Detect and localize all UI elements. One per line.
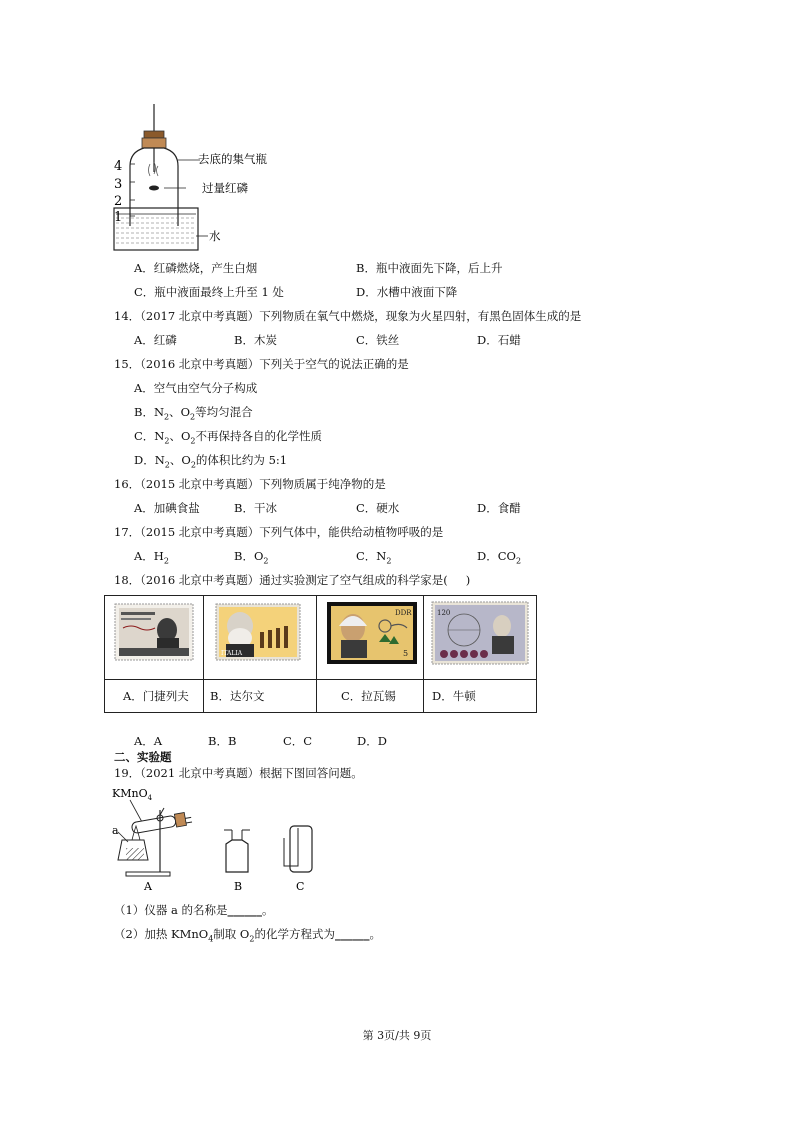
stamp-label-a: A．门捷列夫	[105, 680, 204, 713]
scale-mark-3: 3	[114, 177, 123, 192]
scale-mark-1: 1	[114, 210, 123, 225]
q18-option-d: D．D	[357, 734, 387, 748]
label-water: 水	[209, 229, 221, 243]
stamp-newton-image	[424, 596, 536, 676]
page-footer: 第 3页/共 9页	[362, 1029, 432, 1042]
q14-option-b: B．木炭	[234, 333, 277, 347]
q18-stem: 18．（2016 北京中考真题）通过实验测定了空气组成的科学家是( )	[114, 573, 471, 587]
fig-label-c: C	[296, 880, 305, 893]
q19-stem: 19．（2021 北京中考真题）根据下图回答问题。	[114, 766, 363, 780]
q13-apparatus-figure	[108, 104, 288, 254]
q18-stamp-table	[104, 595, 537, 713]
q18-option-c: C．C	[283, 734, 313, 748]
q16-stem: 16．（2015 北京中考真题）下列物质属于纯净物的是	[114, 477, 386, 491]
stamp-label-b: B．达尔文	[204, 680, 317, 713]
label-a: a	[112, 824, 119, 837]
stamp-cell-d	[424, 596, 537, 680]
answer-blank-2[interactable]: ______	[334, 927, 370, 941]
section-title: 二、实验题	[114, 750, 172, 764]
stamp-cell-a	[105, 596, 204, 680]
q13-option-d: D．水槽中液面下降	[356, 285, 458, 299]
stamp-cell-c	[317, 596, 424, 680]
q19-apparatus-figure	[108, 782, 328, 894]
q14-option-a: A．红磷	[134, 333, 177, 347]
q15-option-a: A．空气由空气分子构成	[134, 381, 258, 395]
label-bottle: 去底的集气瓶	[198, 152, 267, 166]
svg-text:DDR: DDR	[395, 609, 412, 617]
q17-option-a: A．$H_2$	[134, 549, 169, 566]
q16-option-b: B．干冰	[234, 501, 277, 515]
q14-option-c: C．铁丝	[356, 333, 400, 347]
q17-option-b: B．$O_2$	[234, 549, 269, 566]
fig-label-a: A	[144, 880, 152, 893]
svg-text:5: 5	[403, 649, 409, 658]
q13-option-a: A．红磷燃烧，产生白烟	[134, 261, 258, 275]
q18-option-b: B．B	[208, 734, 237, 748]
q13-option-b: B．瓶中液面先下降，后上升	[356, 261, 503, 275]
q13-option-c: C．瓶中液面最终上升至 1 处	[134, 285, 284, 299]
scale-mark-2: 2	[114, 194, 123, 209]
stamp-mendeleev-image	[105, 596, 203, 676]
q15-stem: 15．（2016 北京中考真题）下列关于空气的说法正确的是	[114, 357, 409, 371]
stamp-lavoisier-image	[317, 596, 423, 676]
kmno4-label: KMnO$_4$	[112, 787, 153, 802]
q16-option-c: C．硬水	[356, 501, 400, 515]
q17-stem: 17．（2015 北京中考真题）下列气体中，能供给动植物呼吸的是	[114, 525, 444, 539]
stamp-darwin-image	[204, 596, 316, 676]
q15-option-c: C．$N_2$、$O_2$不再保持各自的化学性质	[134, 429, 322, 446]
q16-option-d: D．食醋	[477, 501, 521, 515]
stamp-cell-b	[204, 596, 317, 680]
q15-option-d: D．$N_2$、$O_2$的体积比约为 5:1	[134, 453, 288, 470]
stamp-label-c: C．拉瓦锡	[317, 680, 424, 713]
scale-mark-4: 4	[114, 159, 123, 174]
q14-option-d: D．石蜡	[477, 333, 521, 347]
q19-part-1: （1）仪器 a 的名称是______。	[114, 903, 274, 917]
q18-option-a: A．A	[134, 734, 163, 748]
q14-stem: 14．（2017 北京中考真题）下列物质在氧气中燃烧，现象为火星四射，有黑色固体生成的是	[114, 309, 582, 323]
svg-text:120: 120	[437, 609, 451, 617]
label-phosphorus: 过量红磷	[202, 181, 248, 195]
q16-option-a: A．加碘食盐	[134, 501, 200, 515]
answer-blank-1[interactable]: ______	[227, 903, 262, 917]
q19-part-2: （2）加热 KMnO$_4$制取 $O_2$的化学方程式为______。	[114, 927, 381, 944]
q17-option-d: D．$CO_2$	[477, 549, 522, 566]
svg-text:ITALIA: ITALIA	[221, 650, 243, 657]
fig-label-b: B	[234, 880, 243, 893]
stamp-label-d: D．牛顿	[424, 680, 537, 713]
q15-option-b: B．$N_2$、$O_2$等均匀混合	[134, 405, 253, 422]
q17-option-c: C．$N_2$	[356, 549, 392, 566]
